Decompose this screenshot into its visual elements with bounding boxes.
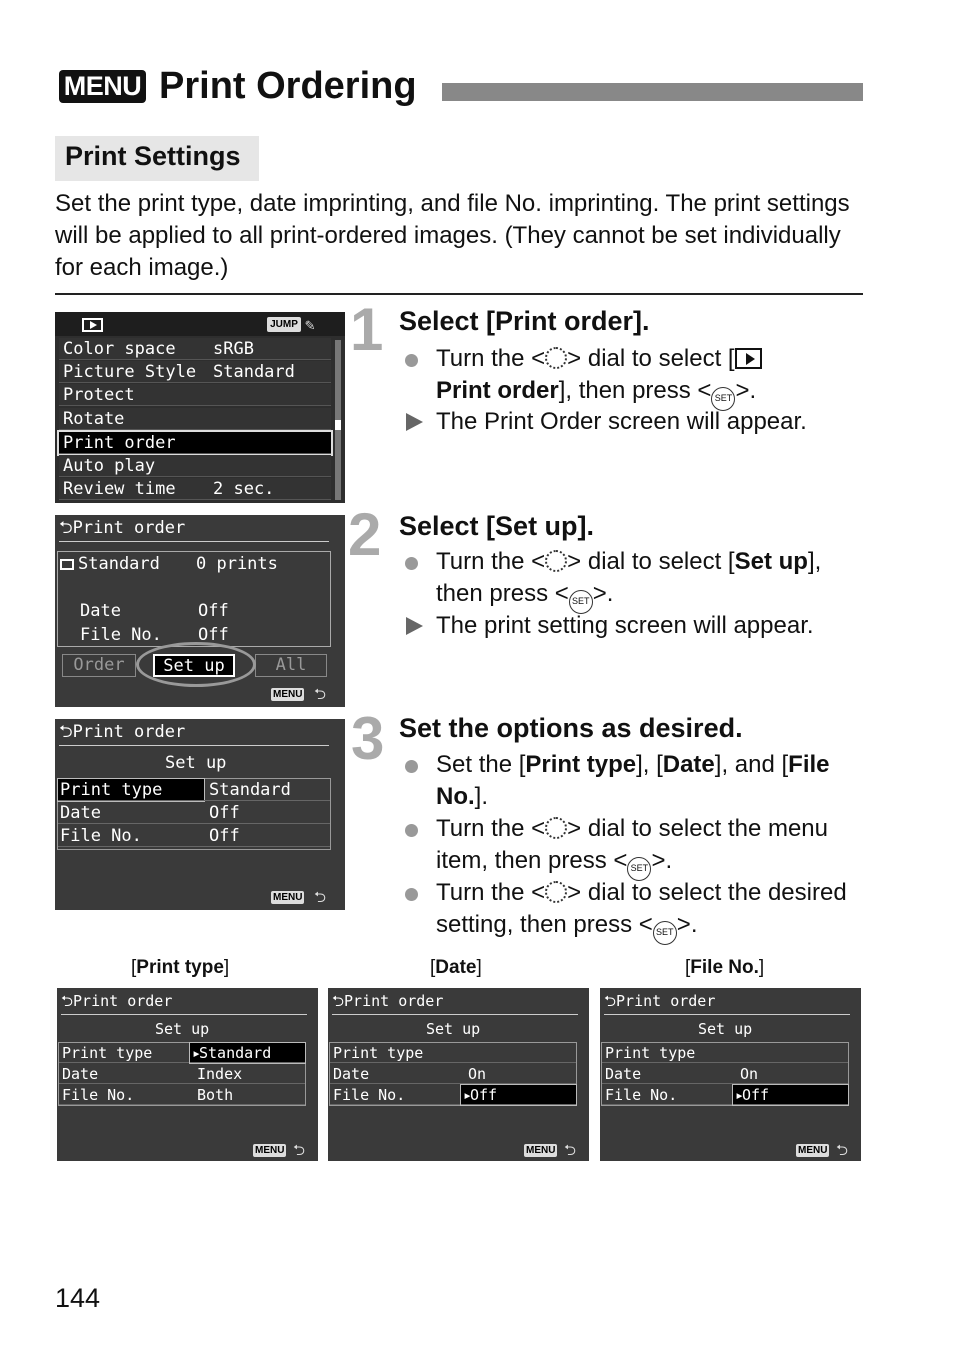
step-result: The print setting screen will appear. [436, 612, 814, 639]
page-title: Print Ordering [159, 65, 417, 107]
intro-paragraph: Set the print type, date imprinting, and file No. imprinting. The print settings will be applied to all print-ordered images. (They cannot be set individually for each image.) [55, 190, 850, 281]
menu-row[interactable]: Auto play [59, 455, 331, 477]
screen-header: ⮌Print order [59, 722, 186, 742]
header-rule [59, 745, 329, 746]
selected-option[interactable]: ▸ Off [461, 1085, 576, 1105]
lcd-screen-print-order [55, 515, 345, 707]
step-title: Set the options as desired. [399, 713, 743, 743]
step-number: 1 [350, 296, 384, 363]
set-button-icon: SET [653, 921, 677, 945]
caption-date: [Date] [430, 957, 482, 978]
main-dial-icon [545, 347, 567, 369]
menu-row[interactable]: Rotate [59, 408, 331, 430]
lcd-screen-file-no: ⮌Print order Set up Print type Date On File No. ▸ Off MENU ⮌ [600, 988, 861, 1161]
order-button[interactable]: Order [62, 654, 136, 677]
lcd-screen-playback-menu [55, 312, 345, 503]
bullet [405, 888, 418, 901]
setup-table: Print type Date On File No. ▸ Off [329, 1042, 577, 1106]
main-dial-icon [545, 817, 567, 839]
step-instruction: Turn the < > dial to select [Set up], then press < SET >. [436, 546, 866, 614]
setup-table: Print type Standard Date Off File No. Off [57, 778, 331, 850]
menu-row[interactable]: Color space sRGB [59, 338, 331, 360]
back-arrow-icon: ⮌ [314, 888, 327, 906]
menu-key-icon: MENU [798, 1145, 828, 1156]
step-number: 3 [351, 705, 385, 772]
caption-file-no: [File No.] [685, 957, 765, 978]
selected-option[interactable]: ▸ Standard [190, 1043, 305, 1063]
step-number: 2 [348, 501, 382, 568]
step-title: Select [Print order]. [399, 306, 650, 336]
bullet [405, 760, 418, 773]
selected-option[interactable]: ▸ Off [733, 1085, 848, 1105]
playback-tab-icon [82, 318, 103, 332]
menu-row[interactable]: Protect [59, 384, 331, 406]
table-row[interactable]: File No. Off [58, 825, 330, 847]
result-arrow-icon [406, 413, 423, 431]
section-heading [55, 136, 259, 181]
print-order-summary: Standard 0 prints Date Off File No. Off [57, 551, 331, 647]
setup-tools-icon: ✎ [305, 315, 315, 334]
playback-icon [735, 348, 762, 369]
jump-icon: JUMP [267, 317, 301, 332]
setup-table: Print type ▸ Standard Date Index File No. Both [58, 1042, 306, 1106]
back-arrow-icon: ⮌ [564, 1141, 577, 1159]
menu-tab-bar [55, 312, 345, 336]
bullet [405, 557, 418, 570]
menu-row-selected[interactable]: Print order [59, 432, 331, 454]
main-dial-icon [545, 881, 567, 903]
bullet [405, 824, 418, 837]
menu-key-icon: MENU [273, 689, 303, 700]
header-rule [59, 541, 329, 542]
back-arrow-icon: ⮌ [836, 1141, 849, 1159]
title-row [56, 66, 864, 110]
step-instruction: Turn the < > dial to select the menu item, then press < SET >. [436, 813, 866, 881]
page-number: 144 [55, 1283, 101, 1313]
menu-key-icon: MENU [255, 1145, 285, 1156]
step-instruction: Turn the < > dial to select the desired setting, then press < SET >. [436, 877, 866, 945]
menu-row[interactable]: Review time 2 sec. [59, 478, 331, 500]
set-button-icon: SET [711, 387, 735, 411]
lcd-screen-date: ⮌Print order Set up Print type Date On File No. ▸ Off MENU ⮌ [328, 988, 589, 1161]
standard-print-icon [60, 559, 74, 570]
back-arrow-icon: ⮌ [314, 685, 327, 703]
screen-header: ⮌Print order [59, 518, 186, 538]
lcd-screen-setup [55, 719, 345, 910]
step-instruction: Turn the < > dial to select [ Print order], then press < SET >. [436, 343, 866, 411]
setup-table: Print type Date On File No. ▸ Off [601, 1042, 849, 1106]
step-instruction: Set the [Print type], [Date], and [File No.]. [436, 751, 830, 810]
setup-button[interactable]: Set up [153, 654, 235, 677]
caption-print-type: [Print type] [131, 957, 230, 978]
setup-subtitle: Set up [165, 753, 227, 773]
menu-icon: MENU [59, 70, 146, 103]
menu-key-icon: MENU [273, 892, 303, 903]
lcd-screen-print-type: ⮌Print order Set up Print type ▸ Standard Date Index File No. Both MENU ⮌ [57, 988, 318, 1161]
all-button[interactable]: All [255, 654, 327, 677]
back-arrow-icon: ⮌ [293, 1141, 306, 1159]
menu-key-icon: MENU [526, 1145, 556, 1156]
table-row[interactable]: Print type [58, 779, 204, 801]
step-title: Select [Set up]. [399, 511, 595, 541]
scrollbar [335, 340, 341, 500]
set-button-icon: SET [569, 590, 593, 614]
result-arrow-icon [406, 617, 423, 635]
main-dial-icon [545, 550, 567, 572]
divider [55, 293, 863, 295]
menu-row[interactable]: Picture Style Standard [59, 361, 331, 383]
highlight-oval [136, 642, 256, 687]
step-result: The Print Order screen will appear. [436, 408, 807, 435]
table-row[interactable]: Date Off [58, 802, 330, 824]
title-bar-decoration [442, 83, 863, 101]
section-title: Print Settings [65, 141, 241, 171]
set-button-icon: SET [627, 857, 651, 881]
bullet [405, 354, 418, 367]
